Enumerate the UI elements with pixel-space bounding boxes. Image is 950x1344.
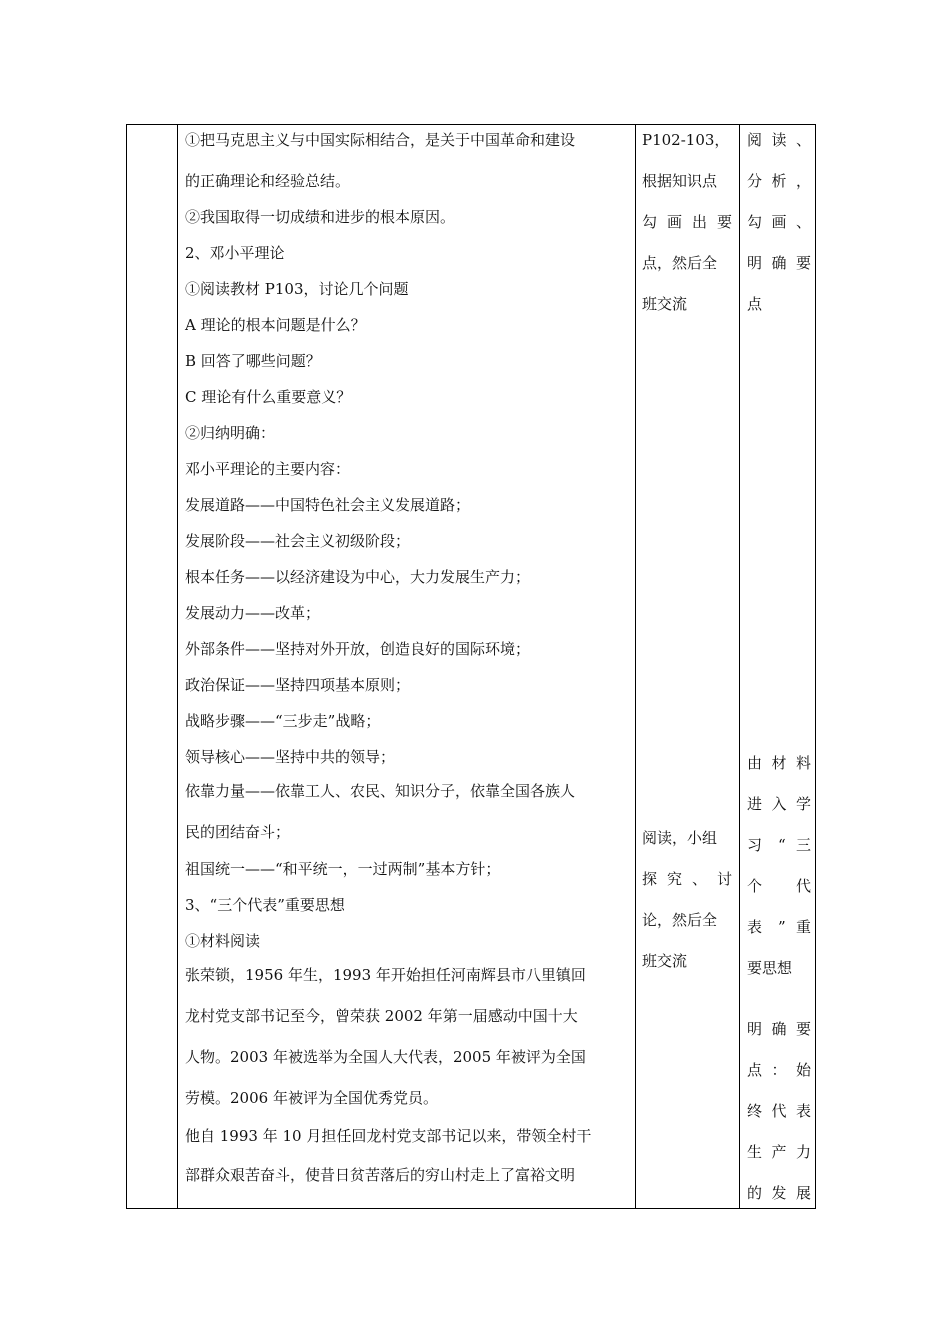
intent-line: 表 ” 重 xyxy=(747,918,811,936)
content-line: 2、邓小平理论 xyxy=(185,244,285,262)
content-line: 根本任务——以经济建设为中心，大力发展生产力； xyxy=(185,568,531,586)
content-line: 劳模。2006 年被评为全国优秀党员。 xyxy=(185,1089,438,1107)
content-line: 龙村党支部书记至今，曾荣获 2002 年第一届感动中国十大 xyxy=(185,1007,578,1025)
activity-line: 论，然后全 xyxy=(642,911,718,929)
column-divider xyxy=(739,125,740,1208)
activity-line: 根据知识点 xyxy=(642,172,718,190)
content-line: 人物。2003 年被选举为全国人大代表，2005 年被评为全国 xyxy=(185,1048,586,1066)
intent-line: 终 代 表 xyxy=(747,1102,811,1120)
activity-line: 勾 画 出 要 xyxy=(642,213,732,231)
column-divider xyxy=(177,125,178,1208)
column-divider xyxy=(635,125,636,1208)
content-line: 发展道路——中国特色社会主义发展道路； xyxy=(185,496,471,514)
content-line: 政治保证——坚持四项基本原则； xyxy=(185,676,411,694)
intent-line: 分 析 ， xyxy=(747,172,811,190)
content-line: C 理论有什么重要意义？ xyxy=(185,388,352,406)
intent-line: 生 产 力 xyxy=(747,1143,811,1161)
activity-line: 点，然后全 xyxy=(642,254,718,272)
content-line: ①阅读教材 P103，讨论几个问题 xyxy=(185,280,409,298)
activity-line: 阅读，小组 xyxy=(642,829,718,847)
content-line: 战略步骤——“三步走”战略； xyxy=(185,712,381,730)
content-line: 民的团结奋斗； xyxy=(185,823,291,841)
intent-line: 要思想 xyxy=(747,959,793,977)
content-line: 外部条件——坚持对外开放，创造良好的国际环境； xyxy=(185,640,531,658)
activity-line: P102-103， xyxy=(642,131,730,149)
content-line: 邓小平理论的主要内容： xyxy=(185,460,351,478)
intent-line: 进 入 学 xyxy=(747,795,811,813)
content-line: A 理论的根本问题是什么？ xyxy=(185,316,366,334)
intent-line: 个 代 xyxy=(747,877,811,895)
content-line: 的正确理论和经验总结。 xyxy=(185,172,351,190)
content-line: ②归纳明确： xyxy=(185,424,276,442)
content-line: B 回答了哪些问题？ xyxy=(185,352,321,370)
content-line: 张荣锁，1956 年生，1993 年开始担任河南辉县市八里镇回 xyxy=(185,966,586,984)
content-line: 发展动力——改革； xyxy=(185,604,321,622)
activity-line: 班交流 xyxy=(642,952,688,970)
content-line: 依靠力量——依靠工人、农民、知识分子，依靠全国各族人 xyxy=(185,782,576,800)
content-line: 他自 1993 年 10 月担任回龙村党支部书记以来，带领全村干 xyxy=(185,1127,592,1145)
intent-line: 明 确 要 xyxy=(747,254,811,272)
content-line: 部群众艰苦奋斗，使昔日贫苦落后的穷山村走上了富裕文明 xyxy=(185,1166,576,1184)
content-line: ①材料阅读 xyxy=(185,932,261,950)
intent-line: 明 确 要 xyxy=(747,1020,811,1038)
content-line: 3、“三个代表”重要思想 xyxy=(185,896,345,914)
intent-line: 阅 读 、 xyxy=(747,131,811,149)
content-line: 领导核心——坚持中共的领导； xyxy=(185,748,396,766)
content-line: 发展阶段——社会主义初级阶段； xyxy=(185,532,411,550)
intent-line: 由 材 料 xyxy=(747,754,811,772)
activity-line: 探 究 、 讨 xyxy=(642,870,732,888)
intent-line: 勾 画 、 xyxy=(747,213,811,231)
activity-line: 班交流 xyxy=(642,295,688,313)
content-line: ②我国取得一切成绩和进步的根本原因。 xyxy=(185,208,456,226)
intent-line: 点 xyxy=(747,295,763,313)
intent-line: 点 ： 始 xyxy=(747,1061,811,1079)
lesson-plan-table xyxy=(126,124,816,1209)
content-line: 祖国统一——“和平统一，一过两制”基本方针； xyxy=(185,860,501,878)
content-line: ①把马克思主义与中国实际相结合，是关于中国革命和建设 xyxy=(185,131,576,149)
intent-line: 习 “ 三 xyxy=(747,836,811,854)
intent-line: 的 发 展 xyxy=(747,1184,811,1202)
